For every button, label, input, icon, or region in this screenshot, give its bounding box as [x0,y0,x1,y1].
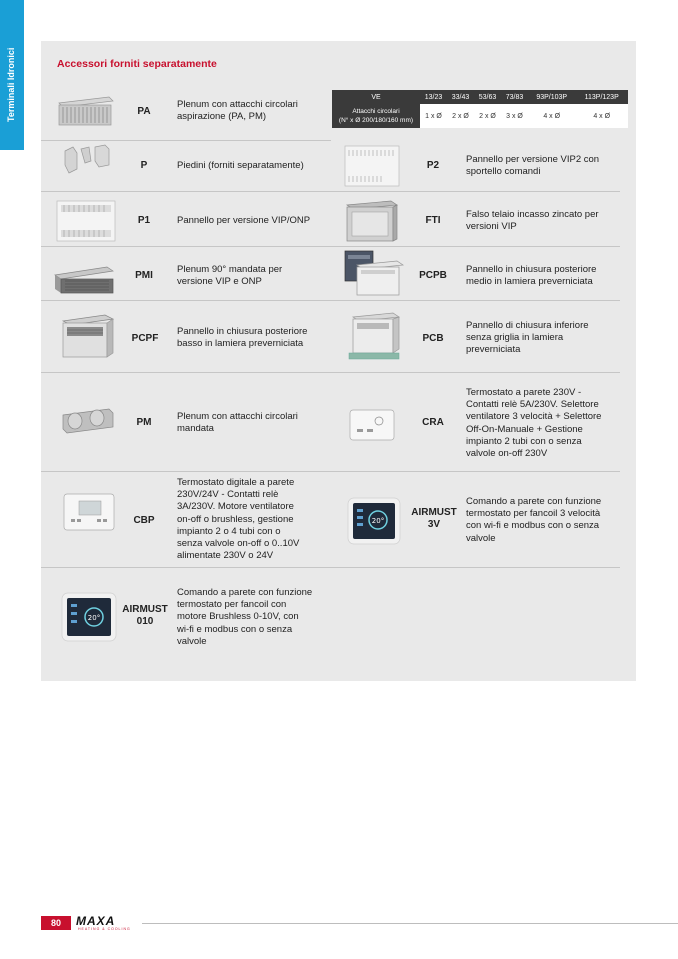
pcpb-desc-line: medio in lamiera preverniciata [466,276,593,288]
pa-plenum-image [55,93,115,129]
pmi-desc-line: versione VIP e ONP [177,276,262,288]
cbp-desc-line: alimentate 230V o 24V [177,550,274,562]
pcpb-description [466,264,626,288]
airmust3v-desc-line: termostato per fancoil 3 velocità [466,508,601,520]
airmust3v-code [407,507,461,531]
cra-desc-line: impianto 2 tubi con o senza [466,435,582,447]
fti-desc-line: versioni VIP [466,221,517,233]
airmust010-desc-line: motore Brushless 0-10V, con [177,611,299,623]
pm-plenum-image [59,399,117,439]
pmi-description [177,264,327,288]
pcpb-desc-line: Pannello in chiusura posteriore [466,264,597,275]
cbp-code: CBP [133,515,155,526]
airmust3v-code-line: AIRMUST [411,507,457,518]
fti-code: FTI [425,215,441,226]
divider [41,140,331,141]
p-desc-line: Piedini (forniti separatamente) [177,160,304,171]
cra-desc-line: valvole on-off 230V [466,448,548,460]
ve-attach-row [332,104,628,128]
pcb-desc-line: preverniciata [466,344,521,356]
airmust010-desc-line: termostato per fancoil con [177,599,287,611]
cra-desc-line: Contatti relè 5A/230V. Selettore [466,399,599,411]
cbp-desc-line: senza valvole on-off o 0..10V [177,538,300,550]
p1-description [177,215,327,227]
pcb-code: PCB [422,333,444,344]
pcpf-description [177,326,327,350]
divider [41,567,620,568]
ve-col: 53/63 [474,90,501,104]
pcpf-desc-line: Pannello in chiusura posteriore [177,326,308,337]
divider [41,191,620,192]
pm-description [177,411,327,435]
page-number: 80 [41,916,71,930]
accessories-panel [41,41,636,681]
pmi-plenum-image [51,261,117,297]
cbp-desc-line: 3A/230V. Motore ventilatore [177,501,294,513]
side-tab-label: Terminali Idronici [6,47,16,122]
divider [41,372,620,373]
cbp-thermostat-image [61,491,117,533]
fti-desc-line: Falso telaio incasso zincato per [466,209,599,220]
cra-description [466,387,631,460]
ve-header-row [332,90,628,104]
cra-code: CRA [422,417,444,428]
ve-attach-label-1: Attacchi circolari [352,108,400,115]
pcpb-code: PCPB [419,270,447,281]
side-tab [0,0,24,150]
ve-col: 73/83 [501,90,528,104]
pa-code: PA [137,106,151,117]
cra-thermostat-image [347,405,397,445]
section-title: Accessori forniti separatamente [57,58,217,70]
cbp-desc-line: 230V/24V - Contatti relè [177,489,279,501]
cbp-desc-line: impianto 2 o 4 tubi con o [177,525,281,537]
pcpb-panel-image [343,249,405,299]
pcpf-code: PCPF [131,333,159,344]
airmust3v-controller-image [347,497,401,545]
airmust010-temp: 20° [87,614,101,622]
p-description [177,160,327,172]
footer-rule [142,923,678,924]
airmust010-description [177,587,342,648]
airmust010-controller-image [61,592,117,642]
ve-col: 113P/123P [575,90,628,104]
fti-frame-image [343,197,401,245]
airmust010-desc-line: wi-fi e modbus con o senza [177,623,293,635]
pcb-desc-line: senza griglia in lamiera [466,332,564,344]
p2-panel-image [343,144,401,188]
cbp-desc-line: Termostato digitale a parete [177,477,295,488]
ve-value: 4 x Ø [575,104,628,128]
ve-col: 93P/103P [528,90,575,104]
p1-desc-line: Pannello per versione VIP/ONP [177,215,311,226]
ve-value: 3 x Ø [501,104,528,128]
cbp-description [177,477,327,562]
pmi-desc-line: Plenum 90° mandata per [177,264,283,275]
airmust3v-desc-line: con wi-fi e modbus con o senza [466,520,600,532]
p1-code: P1 [137,215,151,226]
ve-col: 33/43 [447,90,474,104]
p2-desc-line: sportello comandi [466,166,541,178]
divider [41,246,620,247]
ve-value: 4 x Ø [528,104,575,128]
airmust010-code-line: AIRMUST [122,604,168,615]
divider [41,300,620,301]
pa-desc-line: aspirazione (PA, PM) [177,111,267,123]
airmust3v-desc-line: valvole [466,532,496,544]
p-code: P [140,160,148,171]
pcb-description [466,320,626,357]
airmust3v-temp: 20° [371,517,385,525]
pcb-desc-line: Pannello di chiusura inferiore [466,320,589,331]
ve-value: 1 x Ø [420,104,447,128]
p1-panel-image [55,199,117,243]
pm-desc-line: mandata [177,423,214,435]
ve-table [332,90,628,128]
cra-desc-line: Termostato a parete 230V - [466,387,582,398]
pcpf-desc-line: basso in lamiera preverniciata [177,338,304,350]
p2-desc-line: Pannello per versione VIP2 con [466,154,600,165]
cra-desc-line: ventilatore 3 velocità + Selettore [466,411,602,423]
pmi-code: PMI [135,270,153,281]
fti-description [466,209,626,233]
p-feet-image [59,143,115,177]
airmust010-code [121,604,169,628]
p2-description [466,154,626,178]
ve-header-label: VE [332,90,420,104]
ve-attach-label [332,104,420,128]
airmust3v-desc-line: Comando a parete con funzione [466,496,602,507]
pa-description [177,99,327,123]
airmust3v-code-line: 3V [427,519,441,530]
airmust010-desc-line: valvole [177,635,207,647]
pcpf-panel-image [59,311,119,361]
pcb-panel-image [347,309,405,365]
pm-desc-line: Plenum con attacchi circolari [177,411,298,422]
ve-col: 13/23 [420,90,447,104]
brand-tagline: HEATING & COOLING [78,927,131,931]
pm-code: PM [136,417,152,428]
pa-desc-line: Plenum con attacchi circolari [177,99,298,110]
ve-value: 2 x Ø [474,104,501,128]
cra-desc-line: Off-On-Manuale + Gestione [466,423,583,435]
ve-value: 2 x Ø [447,104,474,128]
p2-code: P2 [426,160,440,171]
airmust010-desc-line: Comando a parete con funzione [177,587,313,598]
airmust3v-description [466,496,631,545]
cbp-desc-line: on-off o brushless, gestione [177,513,294,525]
airmust010-code-line: 010 [136,616,154,627]
brand-logo: MAXA [76,914,116,928]
divider [41,471,620,472]
ve-attach-label-2: (N° x Ø 200/180/160 mm) [338,117,414,124]
